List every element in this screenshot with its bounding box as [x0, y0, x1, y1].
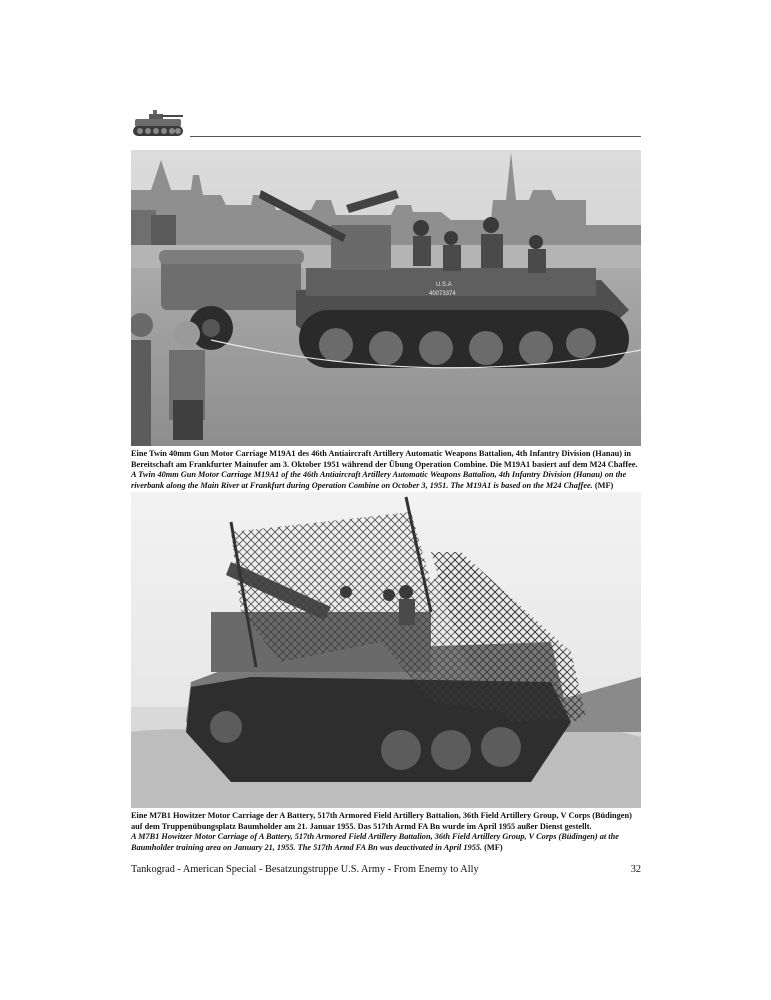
- caption-2-english-text: A M7B1 Howitzer Motor Carriage of A Battery, 517th Armored Field Artillery Battalion, 36th Field Artillery Group, V Corps (Büdingen) at the Baumholder training area on January 21, 1955. The 517th Armd FA Bn was deactivated in April 1955.: [131, 832, 619, 852]
- caption-1-german: Eine Twin 40mm Gun Motor Carriage M19A1 des 46th Antiaircraft Artillery Automatic Weapons Battalion, 4th Infantry Division (Hanau) in Bereitschaft am Frankfurter Mainufer am 3. Oktober 1951 während der Übung Operation Combine. Die M19A1 basiert auf dem M24 Chaffee.: [131, 449, 638, 469]
- caption-2-english: [131, 832, 641, 853]
- page-number: 32: [630, 864, 641, 875]
- page-footer: [131, 863, 641, 877]
- photo-m7b1-baumholder: [131, 492, 641, 808]
- caption-photo-2: [131, 811, 641, 853]
- caption-1-english: [131, 470, 641, 491]
- footer-title: Tankograd - American Special - Besatzungstruppe U.S. Army - From Enemy to Ally: [131, 864, 479, 875]
- caption-photo-1: [131, 449, 641, 491]
- vehicle-marking-number: 40073374: [429, 291, 456, 297]
- caption-1-credit: (MF): [594, 480, 614, 490]
- photo-m19a1-frankfurt: [131, 150, 641, 446]
- caption-1-english-text: A Twin 40mm Gun Motor Carriage M19A1 of the 46th Antiaircraft Artillery Automatic Weapons Battalion, 4th Infantry Division (Hanau) on the riverbank along the Main River at Frankfurt during Operation Combine on October 3, 1951. The M19A1 is based on the M24 Chaffee.: [131, 470, 627, 490]
- tank-silhouette-icon: [131, 105, 187, 139]
- caption-2-credit: (MF): [484, 842, 503, 852]
- header-rule: [190, 136, 641, 137]
- vehicle-marking-usa: U.S.A: [436, 282, 452, 288]
- caption-2-german: Eine M7B1 Howitzer Motor Carriage der A Battery, 517th Armored Field Artillery Battalion, 36th Field Artillery Group, V Corps (Büdingen) auf dem Truppenübungsplatz Baumholder am 21. Januar 1955. Das 517th Armd FA Bn wurde im April 1955 außer Dienst gestellt.: [131, 811, 632, 831]
